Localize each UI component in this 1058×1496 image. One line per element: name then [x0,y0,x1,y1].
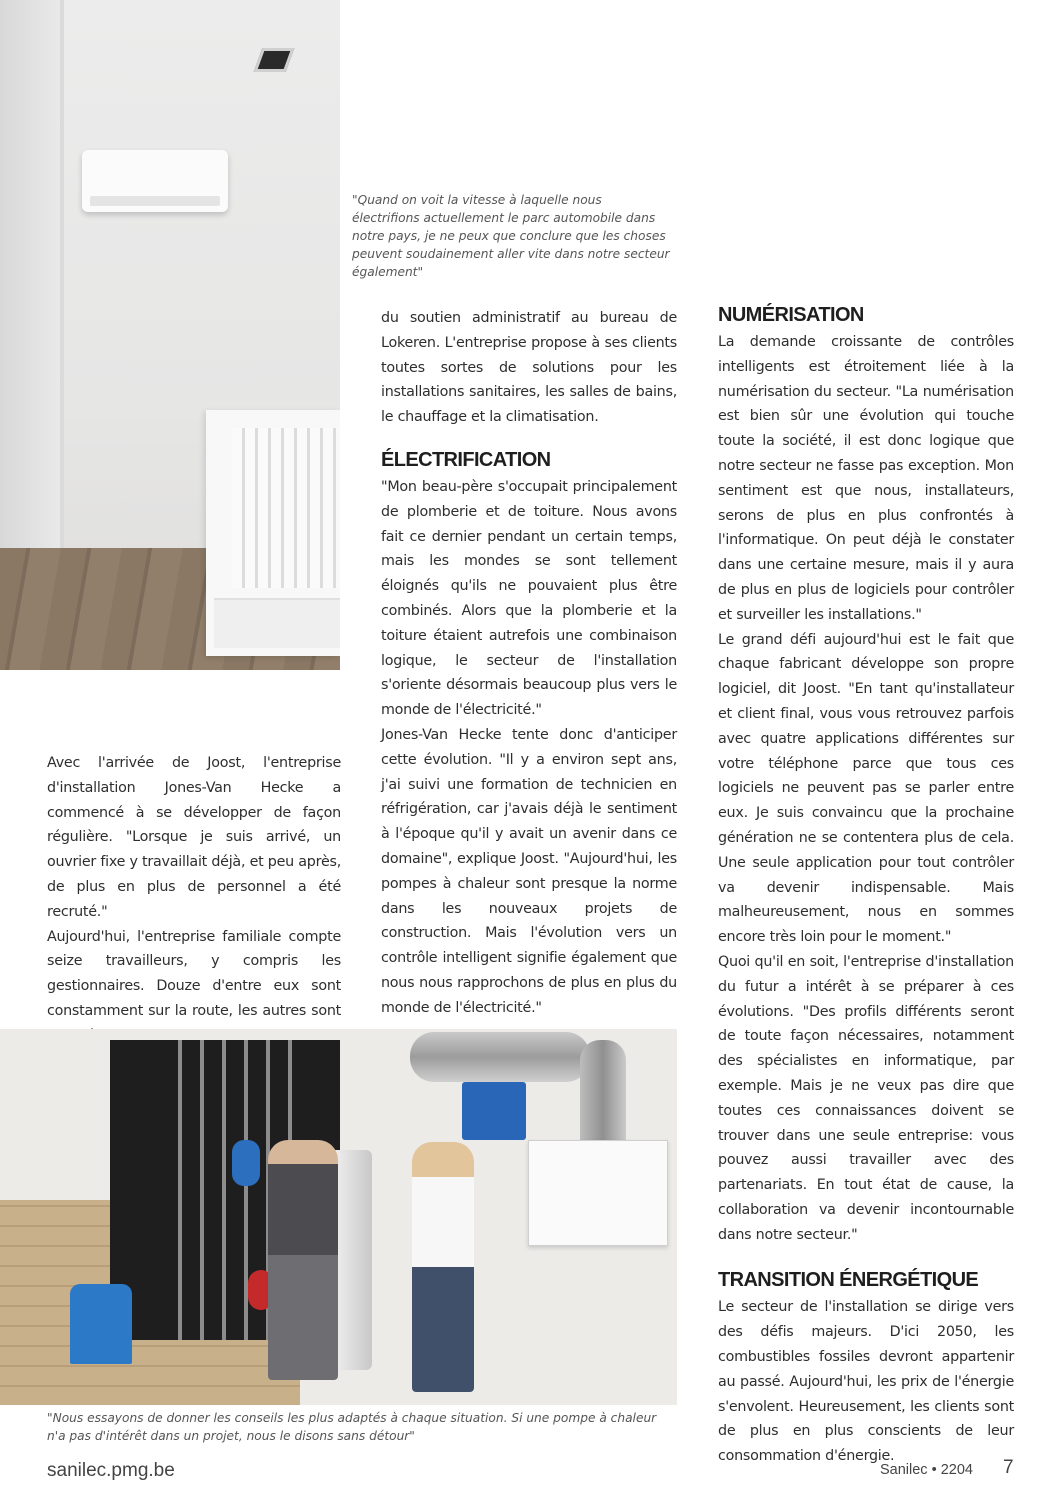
paragraph: Quoi qu'il en soit, l'entreprise d'installation du futur a intérêt à se préparer à ces évolutions. "Des profils différents seront de toute façon nécessaires, notamment des spécialistes en informatique, par exemple. Mais je ne veux pas dire que toutes ces connaissances doivent se trouver dans une seule entreprise: vous pouvez aussi travailler avec des partenariats. En tout état de cause, la collaboration va devenir incontournable dans notre secteur." [718,953,1014,1243]
article-column-right [718,302,1014,1469]
person-installer [268,1140,338,1380]
photo-wall-corner [60,0,64,560]
footer-website: sanilec.pmg.be [47,1460,175,1481]
ventilation-duct [410,1032,590,1082]
crib-drawer [214,598,340,648]
ceiling-light [254,48,295,72]
bedroom-photo [0,0,340,670]
expansion-vessel-blue [232,1140,260,1186]
section-heading-transition: TRANSITION ÉNERGÉTIQUE [718,1269,979,1292]
page-number: 7 [1003,1457,1014,1478]
paragraph: Le secteur de l'installation se dirige vers des défis majeurs. D'ici 2050, les combustibles fossiles devront appartenir au passé. Aujourd'hui, les prix de l'énergie s'envolent. Heureusement, les clients sont de plus en plus conscients de leur consommation d'énergie. [718,1299,1014,1465]
paragraph: La demande croissante de contrôles intelligents est étroitement liée à la numérisation du secteur. "La numérisation est bien sûr une évolution qui touche toute la société, il est donc logique que notre secteur ne fasse pas exception. Mon sentiment est que nous, installateurs, serons de plus en plus confrontés à l'informatique. On peut déjà le constater dans une certaine mesure, mais il y aura de plus en plus de logiciels pour contrôler et surveiller les installations." [718,334,1014,623]
paragraph: Le grand défi aujourd'hui est le fait que chaque fabricant développe son propre logiciel, dit Joost. "En tant qu'installateur et client final, vous vous retrouvez parfois avec quatre applications différentes sur votre téléphone parce que tous ces logiciels ne peuvent pas se parler entre eux. Je suis convaincu que la prochaine génération ne se contentera plus de cela. Une seule application pour tout contrôler va devenir indispensable. Mais malheureusement, nous en sommes encore très loin pour le moment." [718,631,1014,946]
solar-inverter [462,1082,526,1140]
person-client [412,1142,474,1392]
air-conditioner-grille [90,196,220,206]
section-heading-electrification: ÉLECTRIFICATION [381,448,551,471]
paragraph: Avec l'arrivée de Joost, l'entreprise d'installation Jones-Van Hecke a commencé à se développer de façon régulière. "Lorsque je suis arrivé, un ouvrier fixe y travaillait déjà, et peu après, de plus en plus de personnel a été recruté." [47,755,341,920]
crib-bars [232,428,340,588]
footer-issue: Sanilec • 2204 [880,1462,973,1478]
article-column-middle [381,306,677,1021]
photo-caption-bottom: "Nous essayons de donner les conseils les plus adaptés à chaque situation. Si une pompe à chaleur n'a pas d'intérêt dans un projet, nous le disons sans détour" [47,1411,657,1443]
paragraph: "Mon beau-père s'occupait principalement de plomberie et de toiture. Nous avons fait ce dernier pendant un certain temps, mais les mondes se sont tellement éloignés qu'ils ne pouvaient plus être combinés. Alors que la plomberie et la toiture étaient autrefois une combinaison logique, le secteur de l'installation s'oriente désormais beaucoup plus vers le monde de l'électricité." [381,478,677,719]
water-softener [70,1284,132,1364]
paragraph: du soutien administratif au bureau de Lokeren. L'entreprise propose à ses clients toutes sortes de solutions pour les installations sanitaires, les salles de bains, le chauffage et la climatisation. [381,310,677,426]
paragraph: Aujourd'hui, l'entreprise familiale compte seize travailleurs, y compris les gestionnaires. Douze d'entre eux sont constamment sur la route, les autres sont [47,928,341,1019]
photo-caption-top: "Quand on voit la vitesse à laquelle nous électrifions actuellement le parc automobile dans notre pays, je ne peux que conclure que les choses peuvent soudainement aller vite dans notre secteur également" [352,193,670,279]
article-column-left [47,751,341,1049]
section-heading-numerisation: NUMÉRISATION [718,304,864,326]
paragraph: Jones-Van Hecke tente donc d'anticiper cette évolution. "Il y a environ sept ans, j'ai suivi une formation de technicien en réfrigération, car j'avais déjà le sentiment à l'époque qu'il y avait un avenir dans ce domaine", explique Joost. "Aujourd'hui, les pompes à chaleur sont presque la norme dans les nouveaux projets de construction. Mais l'évolution vers un contrôle intelligent signifie également que nous nous rapprochons de plus en plus du monde de l'électricité." [381,726,677,1016]
ventilation-unit [528,1140,668,1246]
